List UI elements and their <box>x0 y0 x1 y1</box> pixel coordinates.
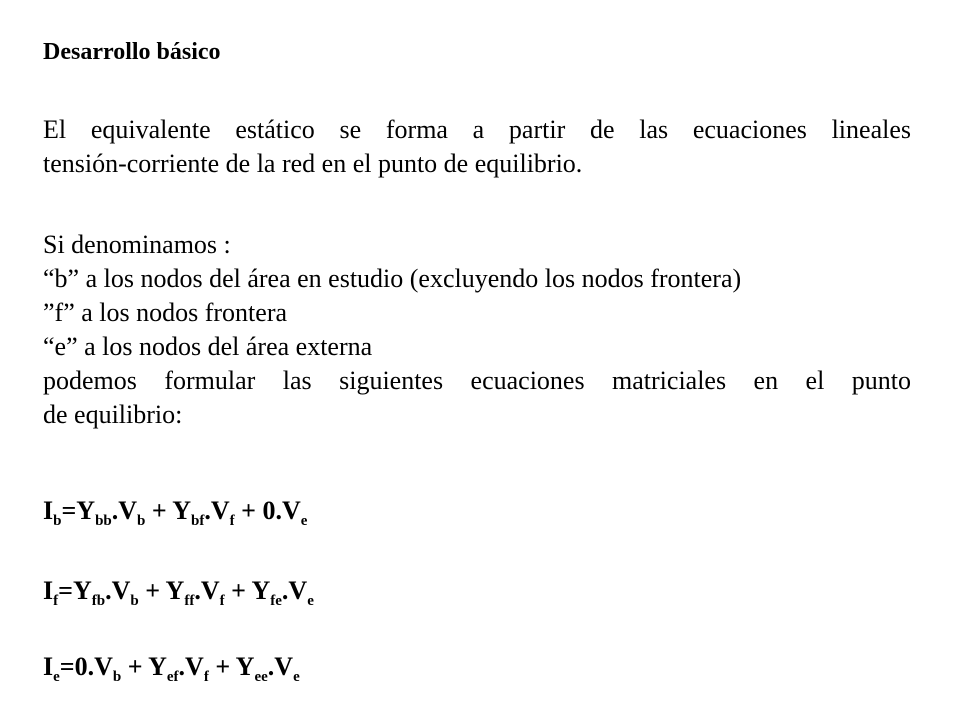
intro-line-1: El equivalente estático se forma a partir de las ecuaciones lineales <box>43 115 911 144</box>
eq2-term-1: =Y <box>58 576 92 605</box>
eq3-term-1: =0.V <box>59 652 113 681</box>
definitions-closing-line-2: de equilibrio: <box>43 400 183 429</box>
eq2-current: I <box>43 576 54 605</box>
eq2-term-6: .V <box>281 576 308 605</box>
eq3-term-1-sub: b <box>112 669 122 685</box>
eq1-term-4-sub: f <box>229 513 235 529</box>
eq3-term-3-sub: f <box>203 669 209 685</box>
eq1-term-5-sub: e <box>300 513 308 529</box>
definition-e: “e” a los nodos del área externa <box>43 332 373 361</box>
eq2-term-3: + Y <box>138 576 185 605</box>
definitions-closing-line-1: podemos formular las siguientes ecuaciones matriciales en el punto <box>43 366 911 395</box>
eq3-term-5-sub: e <box>293 669 300 685</box>
eq3-term-2: + Y <box>121 652 167 681</box>
eq2-term-5: + Y <box>224 576 271 605</box>
eq2-term-4-sub: f <box>219 593 225 609</box>
eq3-term-4-sub: ee <box>254 669 268 685</box>
eq1-current-sub: b <box>53 513 62 529</box>
eq1-term-3-sub: bf <box>191 513 205 529</box>
eq1-term-3: + Y <box>145 496 192 525</box>
eq3-current-sub: e <box>53 669 60 685</box>
definition-f: ”f” a los nodos frontera <box>43 298 288 327</box>
eq1-current: I <box>43 496 54 525</box>
eq2-term-3-sub: ff <box>184 593 195 609</box>
equation-2 <box>43 574 314 608</box>
eq2-term-4: .V <box>194 576 220 605</box>
eq3-term-2-sub: ef <box>166 669 179 685</box>
eq3-current: I <box>43 652 54 681</box>
eq2-term-5-sub: fe <box>270 593 282 609</box>
eq3-term-3: .V <box>178 652 204 681</box>
equation-1 <box>43 494 307 528</box>
page-title: Desarrollo básico <box>43 39 221 65</box>
eq2-term-6-sub: e <box>307 593 314 609</box>
eq1-term-2: .V <box>111 496 138 525</box>
eq1-term-1: =Y <box>61 496 96 525</box>
equation-3 <box>43 650 300 684</box>
eq2-term-2-sub: b <box>130 593 139 609</box>
eq2-term-1-sub: fb <box>91 593 106 609</box>
definitions-lead: Si denominamos : <box>43 230 231 259</box>
eq3-term-4: + Y <box>208 652 255 681</box>
eq1-term-4: .V <box>204 496 230 525</box>
intro-paragraph <box>43 113 911 181</box>
intro-line-2: tensión-corriente de la red en el punto de equilibrio. <box>43 149 583 178</box>
eq1-term-2-sub: b <box>137 513 146 529</box>
eq2-current-sub: f <box>53 593 59 609</box>
definition-b: “b” a los nodos del área en estudio (excluyendo los nodos frontera) <box>43 264 742 293</box>
eq1-term-5: + 0.V <box>234 496 301 525</box>
eq1-term-1-sub: bb <box>95 513 112 529</box>
eq2-term-2: .V <box>105 576 131 605</box>
definitions-paragraph <box>43 228 911 432</box>
eq3-term-5: .V <box>267 652 294 681</box>
